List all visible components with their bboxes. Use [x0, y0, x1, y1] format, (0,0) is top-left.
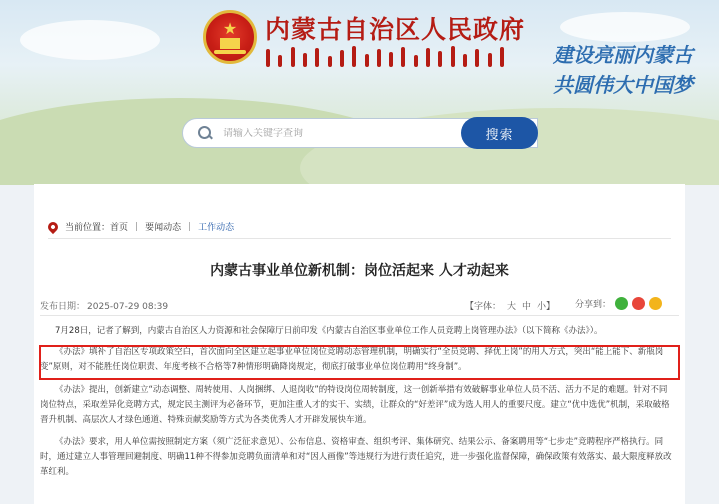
search-button[interactable]: 搜索 — [461, 117, 538, 149]
highlight-annotation-box — [39, 345, 680, 380]
national-emblem-icon[interactable]: ★ — [203, 10, 257, 64]
breadcrumb-news[interactable]: 要闻动态 — [145, 223, 182, 233]
publish-date: 2025-07-29 08:39 — [87, 302, 169, 312]
share-bar — [575, 297, 662, 310]
slogan-line-1: 建设亮丽内蒙古 — [553, 43, 693, 67]
share-label: 分享到： — [575, 300, 612, 310]
cloud-decoration — [560, 12, 690, 42]
font-size-small[interactable]: 小】 — [537, 302, 556, 312]
publish-info — [40, 299, 168, 312]
breadcrumb-prefix: 当前位置： — [65, 223, 111, 233]
publish-label: 发布日期： — [40, 302, 86, 312]
search-icon — [197, 125, 213, 141]
article-paragraph: 7月28日，记者了解到，内蒙古自治区人力资源和社会保障厅日前印发《内蒙古自治区事业单位工作人员竞聘上岗管理办法》（以下简称《办法》）。 — [55, 326, 603, 336]
article-title: 内蒙古事业单位新机制：岗位活起来 人才动起来 — [210, 263, 509, 279]
slogan-line-2: 共圆伟大中国梦 — [553, 73, 693, 97]
article-paragraph: 《办法》填补了自治区专项政策空白，首次面向全区建立起事业单位岗位竞聘动态管理机制，明确实行“全员竞聘、择优上岗”的用人方式，突出“能上能下、新瓶岗变”原则，对不能胜任岗位职责、年度考核不合格等7种情形明确降岗规定，彻底打破事业单位岗位聘用“终身制”。 — [40, 347, 664, 372]
breadcrumb-home[interactable]: 首页 — [110, 223, 129, 233]
qq-zone-icon[interactable] — [649, 297, 662, 310]
article-panel — [34, 184, 685, 504]
wechat-icon[interactable] — [615, 297, 628, 310]
font-size-large[interactable]: 大 — [507, 302, 517, 312]
breadcrumb-separator: | — [135, 221, 139, 232]
divider — [48, 238, 671, 239]
breadcrumb — [48, 220, 234, 233]
divider — [40, 315, 679, 316]
location-pin-icon — [46, 219, 60, 233]
site-title[interactable]: 内蒙古自治区人民政府 — [265, 15, 526, 44]
site-header — [0, 0, 719, 185]
breadcrumb-separator: | — [188, 221, 192, 232]
article-paragraph: 《办法》要求，用人单位需按照制定方案（须广泛征求意见）、公布信息、资格审查、组织考评、集体研究、结果公示、备案聘用等“七步走”竞聘程序严格执行。同时，通过建立人事管理回避制度、明确11种不得参加竞聘负面清单和对“因人画像”等违规行为进行责任追究，进一步强化监督保障，确保政策有效落实、最大限度释放改革红利。 — [40, 437, 672, 477]
cloud-decoration — [20, 20, 160, 60]
breadcrumb-work-news[interactable]: 工作动态 — [198, 223, 235, 233]
weibo-icon[interactable] — [632, 297, 645, 310]
slogan — [553, 40, 693, 100]
mongolian-script-title — [266, 45, 504, 67]
font-size-medium[interactable]: 中 — [522, 302, 532, 312]
font-size-label: 【字体： — [465, 302, 502, 312]
font-size-control — [465, 299, 555, 312]
article-paragraph: 《办法》提出，创新建立“动态调整、周转使用、人岗捆绑、人退岗收”的特设岗位周转制度，这一创新举措有效破解事业单位人员不活、活力不足的难题。针对不同岗位特点，采取差异化竞聘方式，规定民主测评为必备环节，更加注重人才的实干、实绩，让群众的“好差评”成为选人用人的重要尺度。建立“优中选优”机制，采取破格晋升机制、高层次人才绿色通道、特殊贡献奖励等方式为各类优秀人才开辟发展快车道。 — [40, 385, 670, 425]
